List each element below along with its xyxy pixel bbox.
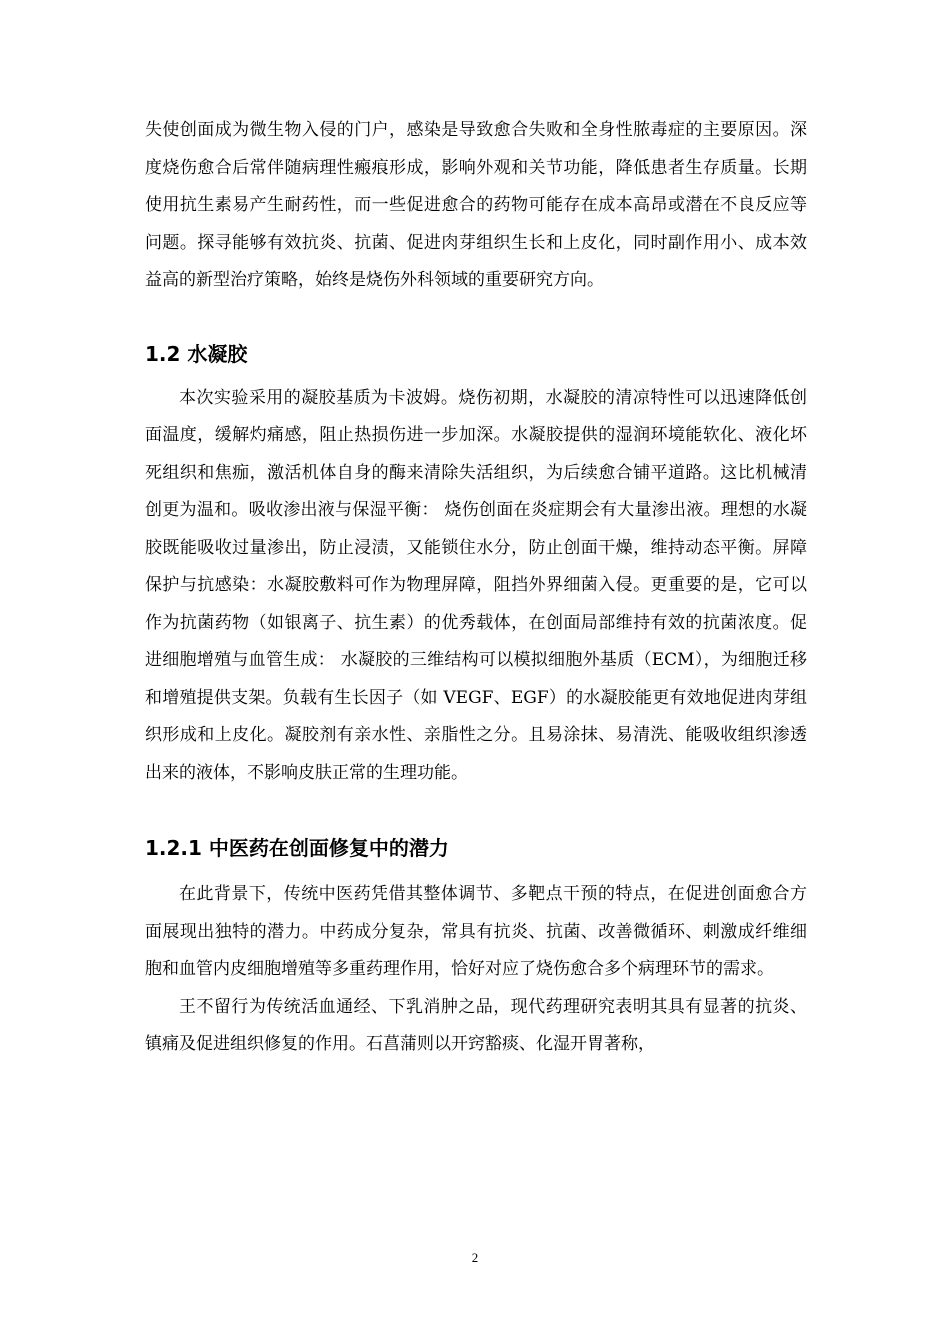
tcm-paragraph-2: 王不留行为传统活血通经、下乳消肿之品，现代药理研究表明其具有显著的抗炎、镇痛及促进组织修复的作用。石菖蒲则以开窍豁痰、化湿开胃著称，: [145, 996, 807, 1054]
paragraph-continuation: 失使创面成为微生物入侵的门户，感染是导致愈合失败和全身性脓毒症的主要原因。深度烧伤愈合后常伴随病理性瘢痕形成，影响外观和关节功能，降低患者生存质量。长期使用抗生素易产生耐药性，而一些促进愈合的药物可能存在成本高昂或潜在不良反应等问题。探寻能够有效抗炎、抗菌、促进肉芽组织生长和上皮化，同时副作用小、成本效益高的新型治疗策略，始终是烧伤外科领域的重要研究方向。: [145, 120, 807, 290]
page-content: [145, 112, 807, 1064]
page-number: 2: [471, 1250, 479, 1265]
tcm-paragraph-1: 在此背景下，传统中医药凭借其整体调节、多靶点干预的特点，在促进创面愈合方面展现出独特的潜力。中药成分复杂，常具有抗炎、抗菌、改善微循环、刺激成纤维细胞和血管内皮细胞增殖等多重药理作用，恰好对应了烧伤愈合多个病理环节的需求。: [145, 884, 807, 979]
section-heading-1-2: 1.2 水凝胶: [145, 341, 248, 366]
hydrogel-paragraph: 本次实验采用的凝胶基质为卡波姆。烧伤初期，水凝胶的清凉特性可以迅速降低创面温度，缓解灼痛感，阻止热损伤进一步加深。水凝胶提供的湿润环境能软化、液化坏死组织和焦痂，激活机体自身的酶来清除失活组织，为后续愈合铺平道路。这比机械清创更为温和。吸收渗出液与保湿平衡： 烧伤创面在炎症期会有大量渗出液。理想的水凝胶既能吸收过量渗出，防止浸渍，又能锁住水分，防止创面干燥，维持动态平衡。屏障保护与抗感染：水凝胶敷料可作为物理屏障，阻挡外界细菌入侵。更重要的是，它可以作为抗菌药物（如银离子、抗生素）的优秀载体，在创面局部维持有效的抗菌浓度。促进细胞增殖与血管生成： 水凝胶的三维结构可以模拟细胞外基质（ECM），为细胞迁移和增殖提供支架。负载有生长因子（如 VEGF、EGF）的水凝胶能更有效地促进肉芽组织形成和上皮化。凝胶剂有亲水性、亲脂性之分。且易涂抹、易清洗、能吸收组织渗透出来的液体，不影响皮肤正常的生理功能。: [145, 387, 807, 783]
section-heading-1-2-1: 1.2.1 中医药在创面修复中的潜力: [145, 836, 449, 860]
